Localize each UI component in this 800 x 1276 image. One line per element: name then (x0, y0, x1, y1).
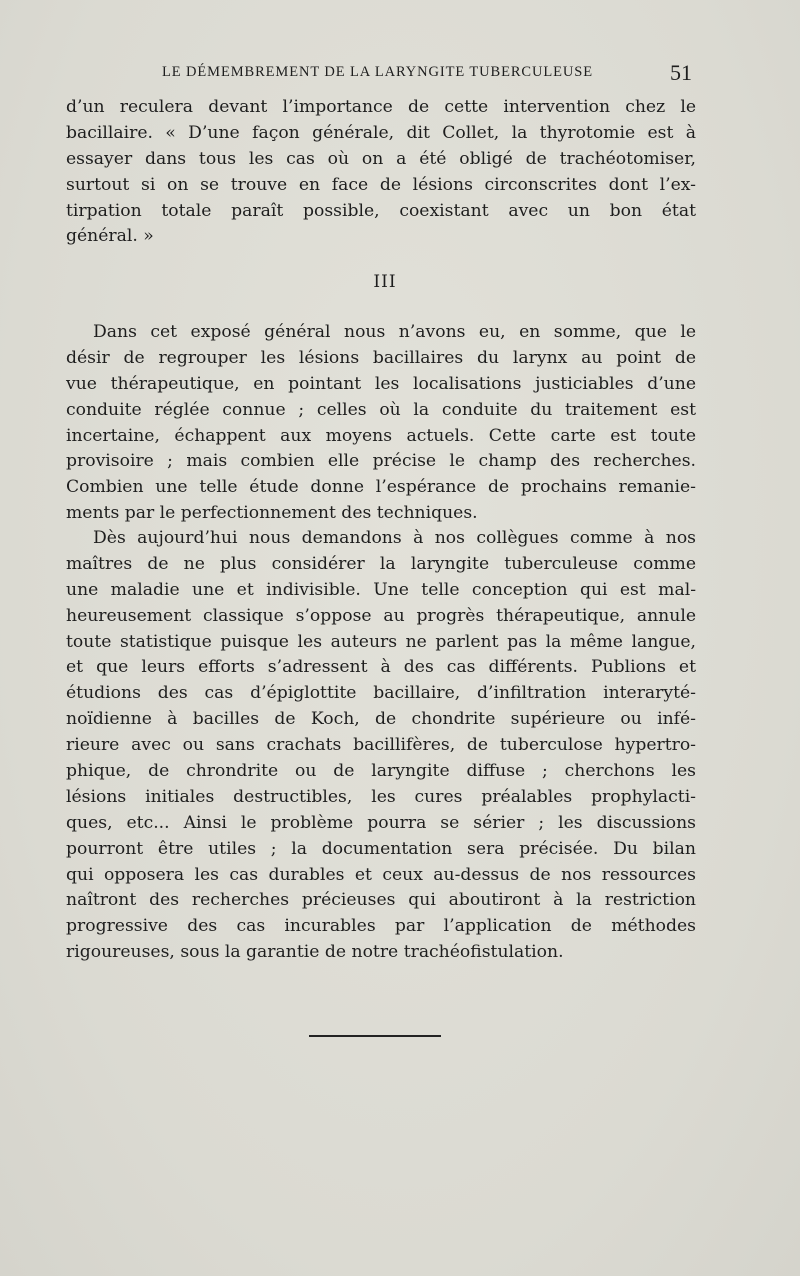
text-line: Dans cet exposé général nous n’avons eu, en somme, que le (93, 322, 696, 342)
page-number: 51 (670, 60, 692, 85)
text-line: conduite réglée connue ; celles où la conduite du traitement est (66, 399, 696, 420)
text-line: ques, etc... Ainsi le problème pourra se sérier ; les discussions (66, 812, 696, 833)
text-line: toute statistique puisque les auteurs ne parlent pas la même langue, (66, 631, 696, 652)
text-line: général. » (66, 226, 154, 247)
paragraph-2 (66, 526, 696, 966)
text-line: Combien une telle étude donne l’espérance de prochains remanie- (66, 477, 696, 498)
text-line: étudions des cas d’épiglottite bacillaire, d’infiltration interaryté- (66, 683, 696, 704)
text-line: ments par le perfectionnement des techniques. (66, 503, 478, 524)
text-line: tirpation totale paraît possible, coexistant avec un bon état (66, 200, 696, 221)
paragraph-top (66, 95, 696, 250)
text-line: lésions initiales destructibles, les cures préalables prophylacti- (66, 786, 696, 807)
text-line: rieure avec ou sans crachats bacillifères, de tuberculose hypertro- (66, 735, 696, 756)
text-line: et que leurs efforts s’adressent à des cas différents. Publions et (66, 657, 696, 678)
text-line: progressive des cas incurables par l’application de méthodes (66, 916, 696, 937)
text-line: provisoire ; mais combien elle précise le champ des recherches. (66, 451, 696, 472)
running-head (162, 60, 692, 84)
text-line: Dès aujourd’hui nous demandons à nos collègues comme à nos (93, 528, 696, 548)
text-line: d’un reculera devant l’importance de cette intervention chez le (66, 97, 696, 117)
text-line: bacillaire. « D’une façon générale, dit Collet, la thyrotomie est à (66, 122, 696, 143)
end-rule-divider (309, 1035, 441, 1037)
text-line: pourront être utiles ; la documentation sera précisée. Du bilan (66, 838, 696, 859)
text-line: heureusement classique s’oppose au progrès thérapeutique, annule (66, 605, 696, 626)
text-line: essayer dans tous les cas où on a été obligé de trachéotomiser, (66, 148, 696, 169)
text-line: noïdienne à bacilles de Koch, de chondrite supérieure ou infé- (66, 709, 696, 730)
text-line: maîtres de ne plus considérer la laryngite tuberculeuse comme (66, 553, 696, 574)
paragraph-1 (66, 320, 696, 527)
text-line: phique, de chrondrite ou de laryngite diffuse ; cherchons les (66, 761, 696, 782)
text-line: incertaine, échappent aux moyens actuels. Cette carte est toute (66, 425, 696, 446)
text-line: qui opposera les cas durables et ceux au-dessus de nos ressources (66, 864, 696, 885)
text-line: désir de regrouper les lésions bacillaires du larynx au point de (66, 347, 696, 368)
text-line: une maladie une et indivisible. Une telle conception qui est mal- (66, 579, 696, 600)
text-line: vue thérapeutique, en pointant les localisations justiciables d’une (66, 373, 696, 394)
text-line: surtout si on se trouve en face de lésions circonscrites dont l’ex- (66, 174, 696, 195)
section-heading: III (373, 272, 397, 292)
text-line: naîtront des recherches précieuses qui aboutiront à la restriction (66, 890, 696, 911)
text-line: rigoureuses, sous la garantie de notre trachéofistulation. (66, 942, 564, 963)
running-title: LE DÉMEMBREMENT DE LA LARYNGITE TUBERCULEUSE (162, 64, 593, 80)
